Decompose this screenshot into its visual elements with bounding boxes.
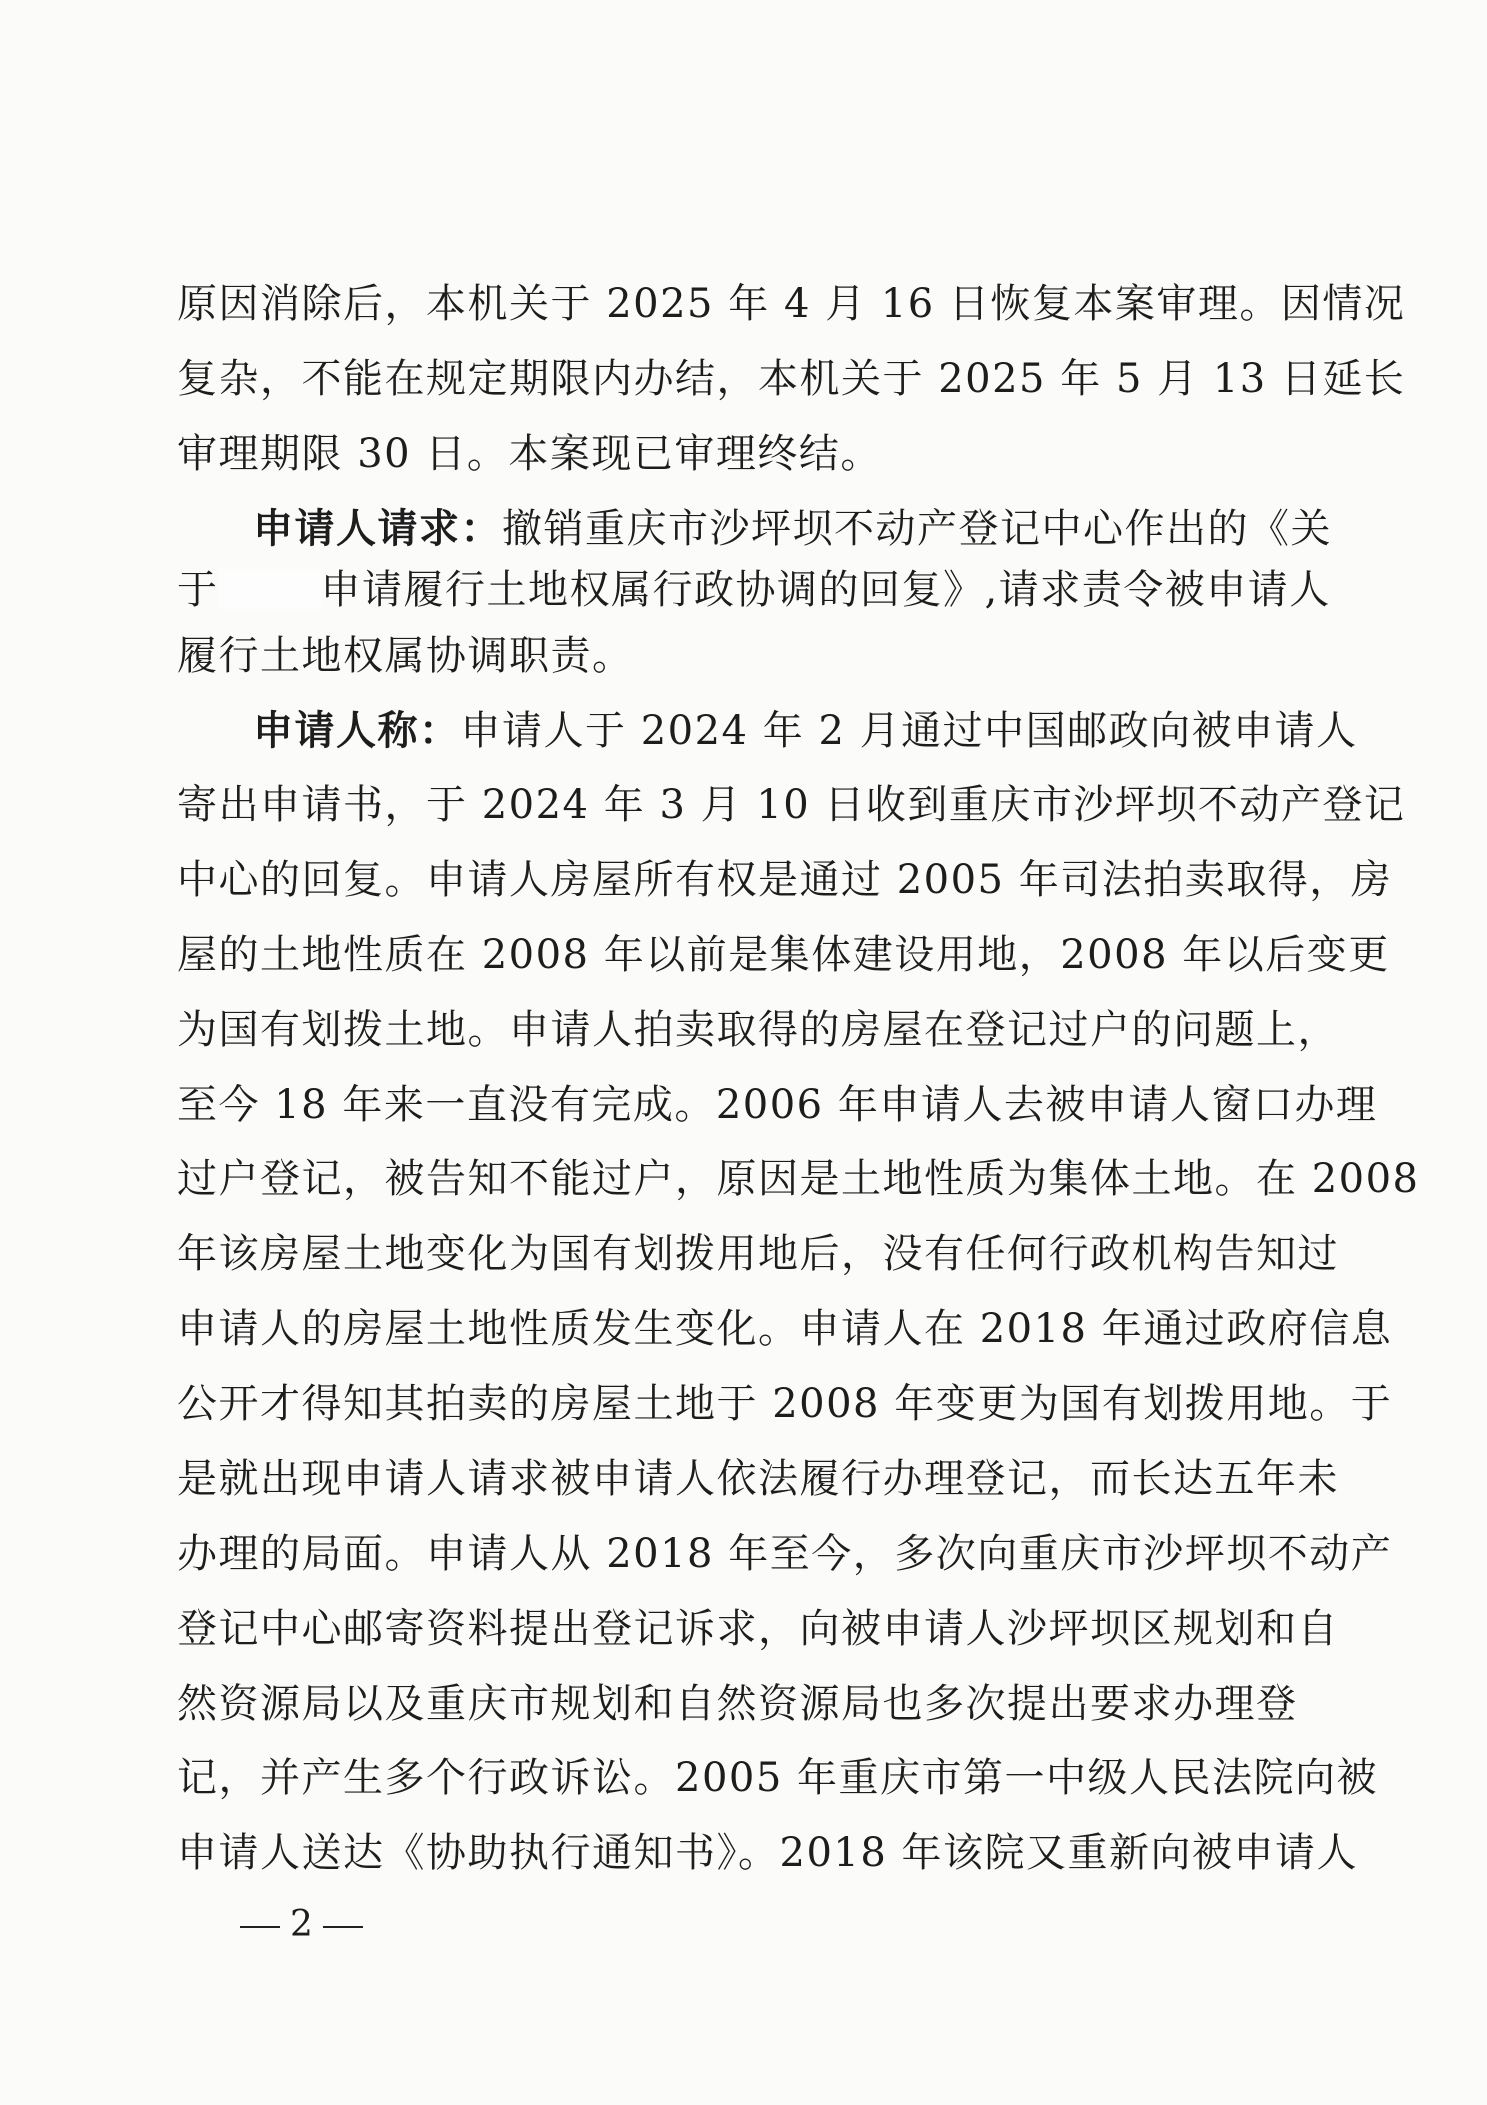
request-label: 申请人请求： <box>253 506 502 552</box>
text-line: 过户登记，被告知不能过户，原因是土地性质为集体土地。在 2008 <box>177 1156 1420 1202</box>
text-line: 公开才得知其拍卖的房屋土地于 2008 年变更为国有划拨用地。于 <box>177 1381 1393 1427</box>
text-line: 屋的土地性质在 2008 年以前是集体建设用地，2008 年以后变更 <box>177 932 1390 978</box>
text-line: 然资源局以及重庆市规划和自然资源局也多次提出要求办理登 <box>177 1681 1298 1727</box>
request-text: 于 <box>177 567 219 613</box>
text-line: 为国有划拨土地。申请人拍卖取得的房屋在登记过户的问题上， <box>177 1007 1339 1053</box>
request-text: 撤销重庆市沙坪坝不动产登记中心作出的《关 <box>502 506 1332 552</box>
text-line: 是就出现申请人请求被申请人依法履行办理登记，而长达五年未 <box>177 1456 1339 1502</box>
text-line: 至今 18 年来一直没有完成。2006 年申请人去被申请人窗口办理 <box>177 1082 1378 1128</box>
text-line: 寄出申请书，于 2024 年 3 月 10 日收到重庆市沙坪坝不动产登记 <box>177 782 1406 828</box>
text-line: 申请人的房屋土地性质发生变化。申请人在 2018 年通过政府信息 <box>177 1306 1393 1352</box>
redaction-block <box>219 569 321 609</box>
page-number-dash-right <box>323 1926 363 1928</box>
page-number-dash-left <box>240 1926 280 1928</box>
request-text: 申请履行土地权属行政协调的回复》,请求责令被申请人 <box>320 567 1331 613</box>
text-line: 履行土地权属协调职责。 <box>177 633 634 679</box>
claim-text: 申请人于 2024 年 2 月通过中国邮政向被申请人 <box>460 708 1358 754</box>
claim-paragraph-line <box>253 704 1358 758</box>
request-paragraph-line <box>177 563 1331 617</box>
text-line: 记，并产生多个行政诉讼。2005 年重庆市第一中级人民法院向被 <box>177 1755 1379 1801</box>
text-line: 年该房屋土地变化为国有划拨用地后，没有任何行政机构告知过 <box>177 1231 1339 1277</box>
text-line: 中心的回复。申请人房屋所有权是通过 2005 年司法拍卖取得，房 <box>177 857 1393 903</box>
request-paragraph-line <box>253 502 1332 556</box>
text-line: 复杂，不能在规定期限内办结，本机关于 2025 年 5 月 13 日延长 <box>177 356 1406 402</box>
text-line: 办理的局面。申请人从 2018 年至今，多次向重庆市沙坪坝不动产 <box>177 1531 1393 1577</box>
text-line: 原因消除后，本机关于 2025 年 4 月 16 日恢复本案审理。因情况 <box>177 281 1406 327</box>
claim-label: 申请人称： <box>253 708 461 754</box>
page-number <box>230 1900 373 1950</box>
text-line: 申请人送达《协助执行通知书》。2018 年该院又重新向被申请人 <box>177 1830 1359 1876</box>
page-number-text: 2 <box>290 1904 313 1945</box>
text-line: 登记中心邮寄资料提出登记诉求，向被申请人沙坪坝区规划和自 <box>177 1606 1339 1652</box>
text-line: 审理期限 30 日。本案现已审理终结。 <box>177 431 882 477</box>
